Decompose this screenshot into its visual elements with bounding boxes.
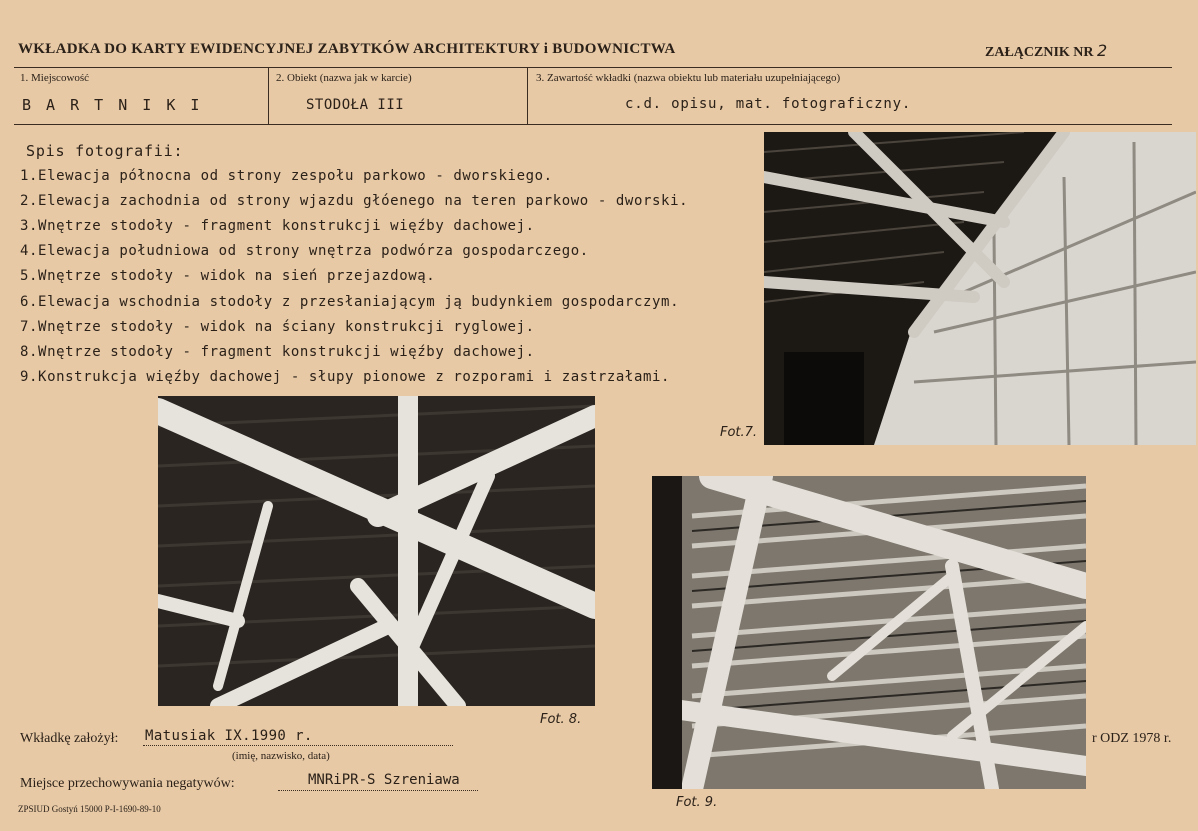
photo-7 [764,132,1196,445]
photo-7-caption: Fot.7. [720,425,758,440]
storage-dotline [278,790,478,791]
storage-label: Miejsce przechowywania negatywów: [20,776,235,791]
locality-label: 1. Miejscowość [20,72,90,84]
photo-list-item-6: 6.Elewacja wschodnia stodoły z przesłaniającym ją budynkiem gospodarczym. [20,294,680,310]
content-value: c.d. opisu, mat. fotograficzny. [625,96,912,112]
object-label: 2. Obiekt (nazwa jak w karcie) [276,72,412,84]
form-title: WKŁADKA DO KARTY EWIDENCYJNEJ ZABYTKÓW ARCHITEKTURY i BUDOWNICTWA [18,41,676,57]
header-rule-bottom [14,124,1172,125]
field-divider-1 [268,68,269,124]
attachment-number: 2 [1097,41,1108,60]
author-value: Matusiak IX.1990 r. [145,728,313,744]
author-hint: (imię, nazwisko, data) [232,750,330,762]
author-dotline [143,745,453,746]
photo-9 [652,476,1086,789]
regulation-text: r ODZ 1978 r. [1092,731,1172,746]
photo-list-item-9: 9.Konstrukcja więźby dachowej - słupy pionowe z rozporami i zastrzałami. [20,369,671,385]
photo-list-item-7: 7.Wnętrze stodoły - widok na ściany konstrukcji ryglowej. [20,319,535,335]
photo-list-item-4: 4.Elewacja południowa od strony wnętrza podwórza gospodarczego. [20,243,589,259]
photo-list-item-1: 1.Elewacja północna od strony zespołu parkowo - dworskiego. [20,168,553,184]
object-value: STODOŁA III [306,97,405,113]
locality-value: B A R T N I K I [22,96,203,114]
field-divider-2 [527,68,528,124]
photo-list-heading: Spis fotografii: [26,142,184,160]
photo-list-item-3: 3.Wnętrze stodoły - fragment konstrukcji więźby dachowej. [20,218,535,234]
photo-list-item-5: 5.Wnętrze stodoły - widok na sień przejazdową. [20,268,436,284]
print-info: ZPSIUD Gostyń 15000 P-I-1690-89-10 [18,804,161,814]
photo-8 [158,396,595,706]
attachment-label: ZAŁĄCZNIK NR [985,45,1094,60]
photo-list-item-8: 8.Wnętrze stodoły - fragment konstrukcji więźby dachowej. [20,344,535,360]
attachment-block [985,41,1107,61]
header-rule-top [14,67,1172,68]
storage-value: MNRiPR-S Szreniawa [308,772,460,788]
photo-9-caption: Fot. 9. [676,795,718,810]
photo-list-item-2: 2.Elewacja zachodnia od strony wjazdu głóenego na teren parkowo - dworski. [20,193,689,209]
content-label: 3. Zawartość wkładki (nazwa obiektu lub materiału uzupełniającego) [536,72,841,84]
author-label: Wkładkę założył: [20,731,119,746]
photo-8-caption: Fot. 8. [540,712,582,727]
